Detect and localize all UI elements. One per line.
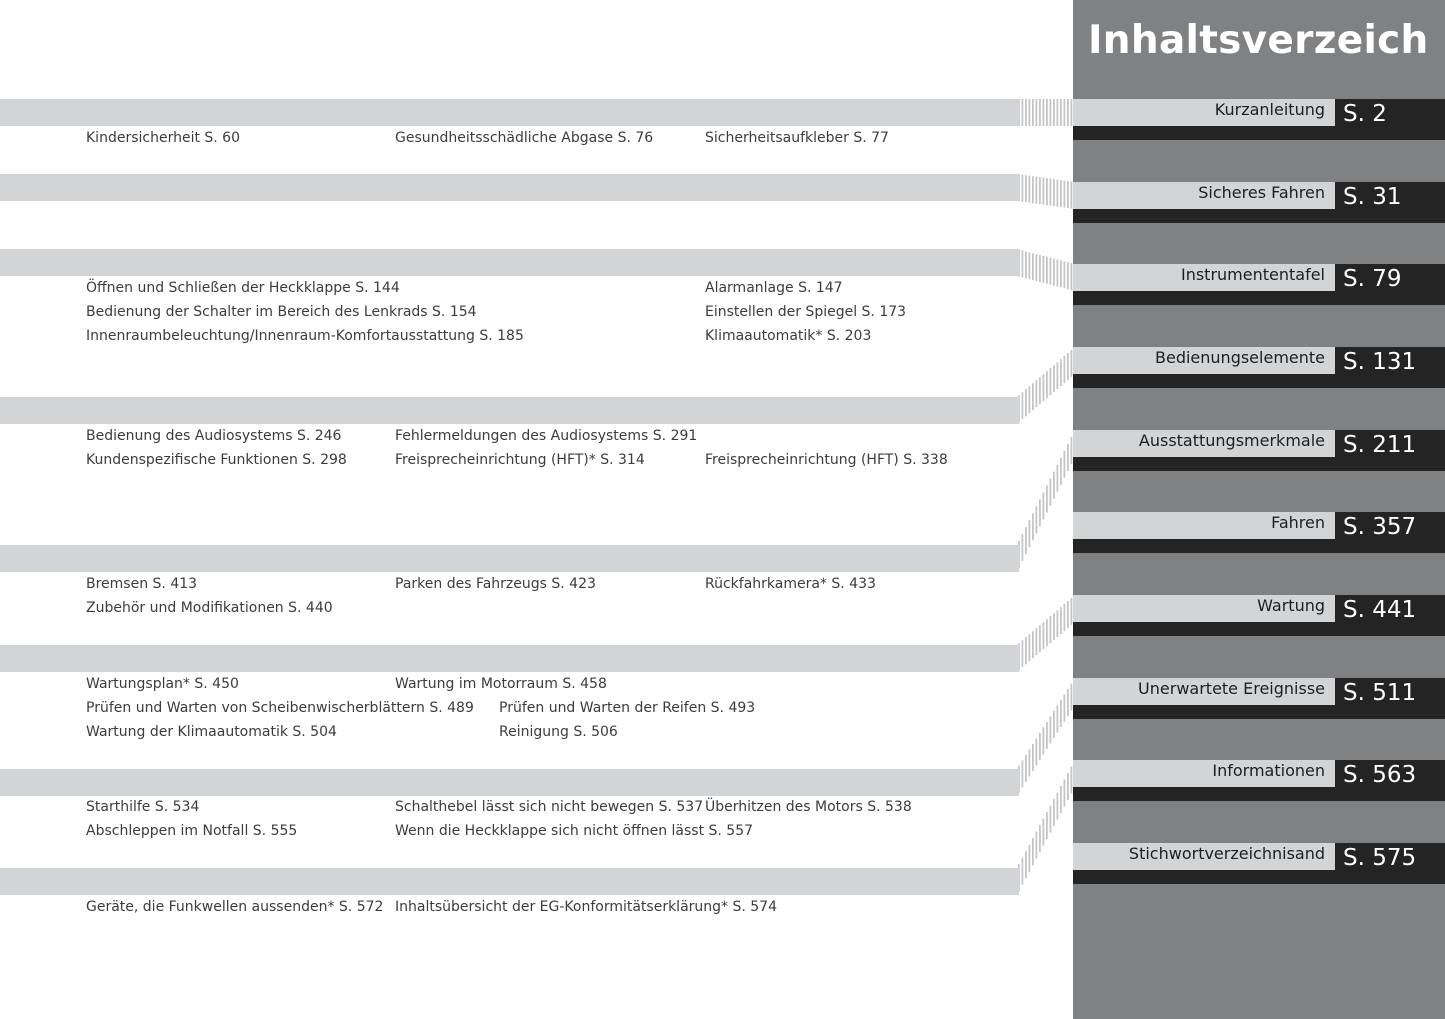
sidebar-item-kurzanleitung[interactable] bbox=[1073, 99, 1445, 140]
connector-stripe bbox=[1039, 177, 1041, 204]
connector-stripe bbox=[1071, 99, 1073, 126]
connector-stripe bbox=[1022, 534, 1024, 561]
toc-link[interactable]: Sicherheitsaufkleber S. 77 bbox=[705, 130, 889, 146]
connector-stripe bbox=[1032, 253, 1034, 280]
connector-stripe bbox=[1029, 520, 1031, 547]
sidebar-item-label: Bedienungselemente bbox=[1073, 347, 1335, 374]
toc-link[interactable]: Geräte, die Funkwellen aussenden* S. 572 bbox=[86, 899, 384, 915]
connector-stripe bbox=[1046, 486, 1048, 513]
connector-stripe bbox=[1029, 634, 1031, 661]
connector-stripe bbox=[1036, 254, 1038, 281]
connector-stripe bbox=[1043, 622, 1045, 649]
sidebar-item-informationen[interactable] bbox=[1073, 760, 1445, 801]
page-title: Inhaltsverzeich bbox=[1088, 18, 1429, 63]
connector-stripe bbox=[1046, 371, 1048, 398]
divider bbox=[1073, 126, 1335, 140]
sidebar-item-label: Ausstattungsmerkmale bbox=[1073, 430, 1335, 457]
connector-stripe bbox=[1043, 727, 1045, 754]
connector-stripe bbox=[1043, 99, 1045, 126]
section-band bbox=[0, 249, 1019, 276]
connector-stripe bbox=[1022, 99, 1024, 126]
sidebar-item-label: Fahren bbox=[1073, 512, 1335, 539]
connector-stripe bbox=[1053, 472, 1055, 499]
connector-stripe bbox=[1050, 806, 1052, 833]
section-band bbox=[0, 868, 1019, 895]
connector-stripe-group bbox=[1018, 174, 1072, 208]
connector-stripe bbox=[1032, 176, 1034, 203]
connector-stripe bbox=[1025, 851, 1027, 878]
sidebar-item-page: S. 441 bbox=[1335, 595, 1445, 636]
connector-stripe bbox=[1036, 506, 1038, 533]
connector-stripe bbox=[1036, 628, 1038, 655]
connector-stripe bbox=[1043, 819, 1045, 846]
connector-stripe bbox=[1029, 99, 1031, 126]
sidebar-item-page: S. 31 bbox=[1335, 182, 1445, 223]
toc-link[interactable]: Starthilfe S. 534 bbox=[86, 799, 200, 815]
connector-stripe-group bbox=[1018, 99, 1072, 126]
connector-stripe bbox=[1032, 744, 1034, 771]
connector-stripe bbox=[1050, 179, 1052, 206]
connector-stripe bbox=[1046, 178, 1048, 205]
connector-stripe bbox=[1064, 261, 1066, 288]
sidebar-item-page: S. 575 bbox=[1335, 843, 1445, 884]
connector-stripe bbox=[1057, 705, 1059, 732]
divider bbox=[1073, 539, 1335, 553]
connector-stripe bbox=[1067, 99, 1069, 126]
toc-link[interactable]: Prüfen und Warten von Scheibenwischerblättern S. 489 bbox=[86, 700, 474, 716]
toc-link[interactable]: Abschleppen im Notfall S. 555 bbox=[86, 823, 298, 839]
connector-stripe bbox=[1057, 793, 1059, 820]
connector-stripe bbox=[1039, 99, 1041, 126]
connector-stripe bbox=[1053, 259, 1055, 286]
toc-link[interactable]: Inhaltsübersicht der EG-Konformitätserklärung* S. 574 bbox=[395, 899, 777, 915]
connector-stripe bbox=[1036, 380, 1038, 407]
connector-stripe bbox=[1067, 444, 1069, 471]
sidebar-item-page: S. 511 bbox=[1335, 678, 1445, 719]
connector-stripe bbox=[1029, 749, 1031, 776]
toc-link[interactable]: Bedienung des Audiosystems S. 246 bbox=[86, 428, 342, 444]
toc-link[interactable]: Prüfen und Warten der Reifen S. 493 bbox=[499, 700, 756, 716]
toc-link[interactable]: Parken des Fahrzeugs S. 423 bbox=[395, 576, 596, 592]
connector-stripe-group bbox=[1018, 250, 1072, 291]
connector-stripe bbox=[1043, 492, 1045, 519]
toc-link[interactable]: Kundenspezifische Funktionen S. 298 bbox=[86, 452, 347, 468]
connector-stripe bbox=[1046, 619, 1048, 646]
connector-stripe bbox=[1029, 845, 1031, 872]
sidebar-item-page: S. 131 bbox=[1335, 347, 1445, 388]
connector-stripe bbox=[1043, 178, 1045, 205]
sidebar-item-fahren[interactable] bbox=[1073, 512, 1445, 553]
connector-lines bbox=[1016, 0, 1074, 1019]
connector-stripe-group bbox=[1018, 683, 1072, 792]
connector-stripe bbox=[1057, 259, 1059, 286]
connector-stripe-group bbox=[1018, 350, 1072, 422]
toc-link[interactable]: Bedienung der Schalter im Bereich des Lenkrads S. 154 bbox=[86, 304, 477, 320]
connector-stripe bbox=[1022, 640, 1024, 667]
connector-stripe bbox=[1046, 99, 1048, 126]
connector-stripe-group bbox=[1018, 437, 1072, 568]
divider bbox=[1073, 622, 1335, 636]
connector-stripe bbox=[1050, 716, 1052, 743]
divider bbox=[1073, 457, 1335, 471]
connector-stripe bbox=[1057, 362, 1059, 389]
connector-stripe bbox=[1039, 825, 1041, 852]
connector-stripe bbox=[1025, 527, 1027, 554]
connector-stripe bbox=[1057, 99, 1059, 126]
connector-stripe bbox=[1053, 711, 1055, 738]
connector-stripe bbox=[1025, 251, 1027, 278]
toc-link[interactable]: Wenn die Heckklappe sich nicht öffnen lässt S. 557 bbox=[395, 823, 754, 839]
sidebar-item-sicheres-fahren[interactable] bbox=[1073, 182, 1445, 223]
toc-link[interactable]: Wartungsplan* S. 450 bbox=[86, 676, 239, 692]
sidebar-item-page: S. 79 bbox=[1335, 264, 1445, 305]
toc-link[interactable]: Wartung der Klimaautomatik S. 504 bbox=[86, 724, 337, 740]
toc-link[interactable]: Fehlermeldungen des Audiosystems S. 291 bbox=[395, 428, 698, 444]
connector-stripe bbox=[1053, 99, 1055, 126]
toc-link[interactable]: Rückfahrkamera* S. 433 bbox=[705, 576, 876, 592]
sidebar-item-label: Stichwortverzeichnisand bbox=[1073, 843, 1335, 870]
toc-link[interactable]: Freisprecheinrichtung (HFT)* S. 314 bbox=[395, 452, 645, 468]
connector-stripe-group bbox=[1018, 598, 1072, 670]
sidebar bbox=[1073, 0, 1445, 1019]
sidebar-item-bedienungselemente[interactable] bbox=[1073, 347, 1445, 388]
sidebar-item-instrumententafel[interactable] bbox=[1073, 264, 1445, 305]
connector-stripe bbox=[1046, 257, 1048, 284]
divider bbox=[1073, 705, 1335, 719]
sidebar-item-page: S. 563 bbox=[1335, 760, 1445, 801]
connector-stripe bbox=[1064, 99, 1066, 126]
connector-stripe bbox=[1022, 392, 1024, 419]
toc-link[interactable]: Schalthebel lässt sich nicht bewegen S. 537 bbox=[395, 799, 704, 815]
section-band bbox=[0, 769, 1019, 796]
connector-stripe bbox=[1071, 263, 1073, 290]
connector-stripe bbox=[1050, 258, 1052, 285]
connector-stripe-group bbox=[1018, 767, 1072, 892]
sidebar-item-label: Instrumententafel bbox=[1073, 264, 1335, 291]
connector-stripe bbox=[1071, 182, 1073, 209]
connector-stripe bbox=[1060, 700, 1062, 727]
connector-stripe bbox=[1057, 465, 1059, 492]
divider bbox=[1073, 870, 1335, 884]
connector-stripe bbox=[1060, 786, 1062, 813]
connector-stripe bbox=[1060, 458, 1062, 485]
connector-stripe bbox=[1067, 689, 1069, 716]
toc-link[interactable]: Kindersicherheit S. 60 bbox=[86, 130, 240, 146]
connector-stripe bbox=[1064, 451, 1066, 478]
section-band bbox=[0, 545, 1019, 572]
connector-stripe bbox=[1067, 262, 1069, 289]
connector-stripe bbox=[1071, 437, 1073, 464]
toc-link[interactable]: Zubehör und Modifikationen S. 440 bbox=[86, 600, 333, 616]
section-band bbox=[0, 397, 1019, 424]
connector-stripe bbox=[1060, 180, 1062, 207]
toc-link[interactable]: Reinigung S. 506 bbox=[499, 724, 618, 740]
divider bbox=[1073, 291, 1335, 305]
toc-link[interactable]: Bremsen S. 413 bbox=[86, 576, 198, 592]
connector-stripe bbox=[1032, 383, 1034, 410]
connector-stripe bbox=[1032, 513, 1034, 540]
connector-stripe bbox=[1071, 767, 1073, 794]
connector-stripe bbox=[1053, 365, 1055, 392]
connector-stripe bbox=[1057, 610, 1059, 637]
toc-link[interactable]: Freisprecheinrichtung (HFT) S. 338 bbox=[705, 452, 948, 468]
connector-stripe bbox=[1067, 353, 1069, 380]
connector-stripe bbox=[1032, 631, 1034, 658]
section-band bbox=[0, 645, 1019, 672]
connector-stripe bbox=[1050, 616, 1052, 643]
connector-stripe bbox=[1071, 350, 1073, 377]
connector-stripe bbox=[1067, 773, 1069, 800]
section-band bbox=[0, 174, 1019, 201]
connector-stripe bbox=[1053, 799, 1055, 826]
connector-stripe bbox=[1029, 252, 1031, 279]
connector-stripe bbox=[1064, 181, 1066, 208]
connector-stripe bbox=[1050, 479, 1052, 506]
connector-stripe bbox=[1053, 179, 1055, 206]
sidebar-item-page: S. 357 bbox=[1335, 512, 1445, 553]
connector-stripe bbox=[1022, 858, 1024, 885]
connector-stripe bbox=[1053, 613, 1055, 640]
connector-stripe bbox=[1043, 256, 1045, 283]
connector-stripe bbox=[1064, 780, 1066, 807]
divider bbox=[1073, 209, 1335, 223]
toc-link[interactable]: Gesundheitsschädliche Abgase S. 76 bbox=[395, 130, 654, 146]
toc-link[interactable]: Innenraumbeleuchtung/Innenraum-Komfortausstattung S. 185 bbox=[86, 328, 524, 344]
connector-stripe bbox=[1032, 99, 1034, 126]
connector-stripe bbox=[1029, 176, 1031, 203]
connector-stripe bbox=[1039, 255, 1041, 282]
connector-stripe bbox=[1036, 832, 1038, 859]
sidebar-item-ausstattungsmerkmale[interactable] bbox=[1073, 430, 1445, 471]
divider bbox=[1073, 787, 1335, 801]
section-band bbox=[0, 99, 1019, 126]
connector-stripe bbox=[1025, 175, 1027, 202]
connector-stripe bbox=[1025, 389, 1027, 416]
connector-stripe bbox=[1032, 838, 1034, 865]
connector-stripe bbox=[1039, 733, 1041, 760]
connector-stripe bbox=[1060, 359, 1062, 386]
connector-stripe bbox=[1022, 760, 1024, 787]
toc-link[interactable]: Wartung im Motorraum S. 458 bbox=[395, 676, 607, 692]
connector-stripe bbox=[1050, 99, 1052, 126]
connector-stripe bbox=[1067, 181, 1069, 208]
connector-stripe bbox=[1039, 377, 1041, 404]
connector-stripe bbox=[1071, 598, 1073, 625]
sidebar-item-label: Sicheres Fahren bbox=[1073, 182, 1335, 209]
sidebar-item-label: Informationen bbox=[1073, 760, 1335, 787]
sidebar-item-page: S. 211 bbox=[1335, 430, 1445, 471]
connector-stripe bbox=[1050, 368, 1052, 395]
sidebar-item-label: Kurzanleitung bbox=[1073, 99, 1335, 126]
connector-stripe bbox=[1064, 356, 1066, 383]
connector-stripe bbox=[1046, 812, 1048, 839]
connector-stripe bbox=[1064, 604, 1066, 631]
toc-link[interactable]: Überhitzen des Motors S. 538 bbox=[705, 799, 912, 815]
connector-stripe bbox=[1057, 180, 1059, 207]
sidebar-item-label: Unerwartete Ereignisse bbox=[1073, 678, 1335, 705]
sidebar-item-unerwartete-ereignisse[interactable] bbox=[1073, 678, 1445, 719]
connector-stripe bbox=[1039, 499, 1041, 526]
connector-stripe bbox=[1036, 738, 1038, 765]
toc-link[interactable]: Alarmanlage S. 147 bbox=[705, 280, 843, 296]
sidebar-item-label: Wartung bbox=[1073, 595, 1335, 622]
connector-stripe bbox=[1025, 755, 1027, 782]
connector-stripe bbox=[1022, 250, 1024, 277]
connector-stripe bbox=[1025, 99, 1027, 126]
connector-stripe bbox=[1036, 99, 1038, 126]
connector-stripe bbox=[1022, 175, 1024, 202]
connector-stripe bbox=[1025, 637, 1027, 664]
connector-stripe bbox=[1067, 601, 1069, 628]
sidebar-item-wartung[interactable] bbox=[1073, 595, 1445, 636]
toc-link[interactable]: Öffnen und Schließen der Heckklappe S. 144 bbox=[86, 280, 400, 296]
connector-stripe bbox=[1071, 683, 1073, 710]
connector-stripe bbox=[1046, 722, 1048, 749]
connector-stripe bbox=[1029, 386, 1031, 413]
connector-stripe bbox=[1060, 99, 1062, 126]
connector-stripe bbox=[1060, 260, 1062, 287]
connector-stripe bbox=[1036, 177, 1038, 204]
connector-stripe bbox=[1043, 374, 1045, 401]
sidebar-item-stichwortverzeichnis[interactable] bbox=[1073, 843, 1445, 884]
toc-link[interactable]: Einstellen der Spiegel S. 173 bbox=[705, 304, 907, 320]
toc-link[interactable]: Klimaautomatik* S. 203 bbox=[705, 328, 872, 344]
connector-stripe bbox=[1039, 625, 1041, 652]
divider bbox=[1073, 374, 1335, 388]
sidebar-item-page: S. 2 bbox=[1335, 99, 1445, 140]
connector-stripe bbox=[1060, 607, 1062, 634]
connector-stripe bbox=[1064, 694, 1066, 721]
